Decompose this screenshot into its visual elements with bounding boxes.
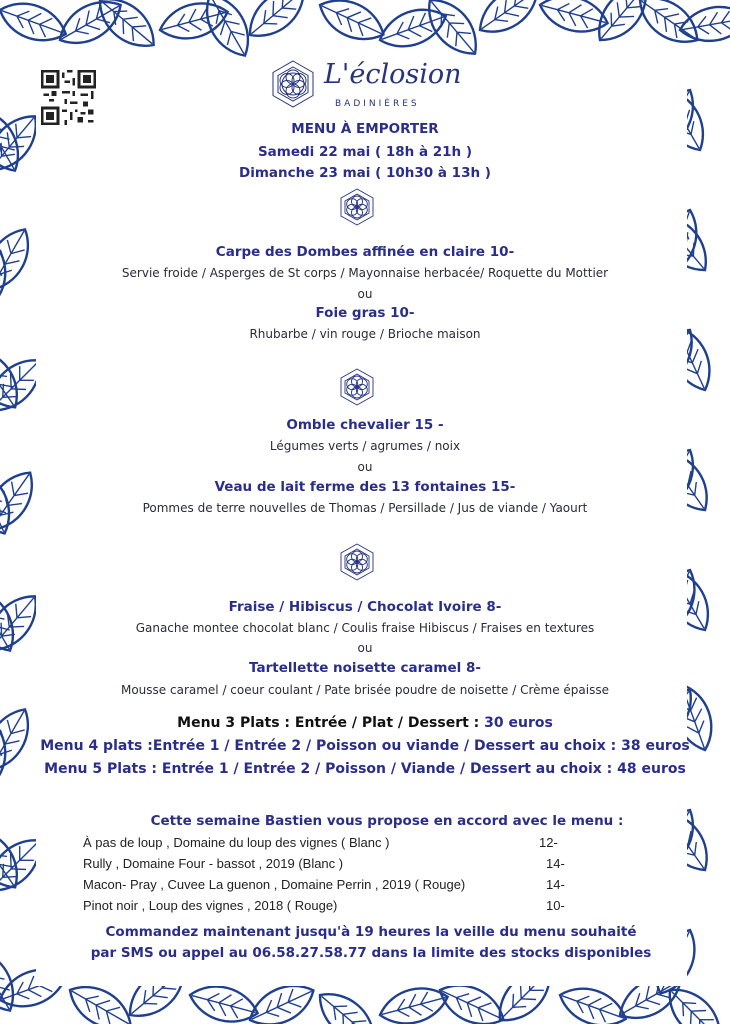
wine-price: 12- [539, 835, 558, 850]
wine-item: Macon- Pray , Cuvee La guenon , Domaine Perrin , 2019 ( Rouge) [83, 877, 466, 892]
dish-description: Rhubarbe / vin rouge / Brioche maison [249, 327, 481, 341]
or-separator: ou [357, 287, 373, 301]
formula-price: 30 euros [484, 715, 553, 731]
dish-description: Légumes verts / agrumes / noix [269, 439, 461, 453]
dish-title: Omble chevalier 15 - [286, 417, 444, 433]
formula-3-plats [0, 715, 730, 731]
dish-title: Carpe des Dombes affinée en claire 10- [215, 244, 515, 260]
dish-description: Servie froide / Asperges de St corps / Mayonnaise herbacée/ Roquette du Mottier [121, 266, 609, 280]
order-instructions: Commandez maintenant jusqu'à 19 heures la veille du menu souhaité [105, 924, 637, 940]
wine-item: À pas de loup , Domaine du loup des vignes ( Blanc ) [83, 835, 390, 850]
menu-title: MENU À EMPORTER [291, 121, 439, 137]
dish-title: Fraise / Hibiscus / Chocolat Ivoire 8- [228, 599, 502, 615]
formula-price: 48 euros [617, 761, 686, 777]
wine-price: 10- [546, 898, 565, 913]
date-sunday: Dimanche 23 mai ( 10h30 à 13h ) [239, 165, 491, 181]
brand-logo [268, 57, 462, 117]
date-saturday: Samedi 22 mai ( 18h à 21h ) [257, 144, 473, 160]
wine-item: Rully , Domaine Four - bassot , 2019 (Blanc ) [83, 856, 344, 871]
dish-title: Tartellette noisette caramel 8- [249, 660, 481, 676]
ornament-icon [337, 367, 377, 407]
dish-description: Ganache montee chocolat blanc / Coulis fraise Hibiscus / Fraises en textures [135, 621, 595, 635]
formula-label: Menu 3 Plats : Entrée / Plat / Dessert : [177, 715, 485, 731]
formula-label: Menu 5 Plats : Entrée 1 / Entrée 2 / Poisson / Viande / Dessert au choix : [44, 761, 618, 777]
brand-name: L'éclosion [324, 59, 462, 90]
brand-tagline: BADINIÈRES [335, 99, 420, 109]
or-separator: ou [357, 460, 373, 474]
wine-price: 14- [546, 856, 565, 871]
hexagon-flower-icon [268, 59, 318, 109]
ornament-icon [337, 187, 377, 227]
wine-heading: Cette semaine Bastien vous propose en accord avec le menu : [150, 813, 624, 829]
or-separator: ou [357, 641, 373, 655]
wine-item: Pinot noir , Loup des vignes , 2018 ( Rouge) [83, 898, 338, 913]
qr-code[interactable] [41, 70, 96, 125]
dish-description: Mousse caramel / coeur coulant / Pate brisée poudre de noisette / Crème épaisse [120, 683, 609, 697]
dish-description: Pommes de terre nouvelles de Thomas / Persillade / Jus de viande / Yaourt [142, 501, 588, 515]
formula-price: 38 euros [621, 738, 690, 754]
dish-title: Veau de lait ferme des 13 fontaines 15- [214, 479, 516, 495]
ornament-icon [337, 542, 377, 582]
wine-price: 14- [546, 877, 565, 892]
order-contact: par SMS ou appel au 06.58.27.58.77 dans la limite des stocks disponibles [90, 945, 652, 961]
formula-4-plats [0, 738, 730, 754]
dish-title: Foie gras 10- [315, 305, 415, 321]
formula-5-plats [0, 761, 730, 777]
formula-label: Menu 4 plats :Entrée 1 / Entrée 2 / Poisson ou viande / Dessert au choix : [40, 738, 622, 754]
